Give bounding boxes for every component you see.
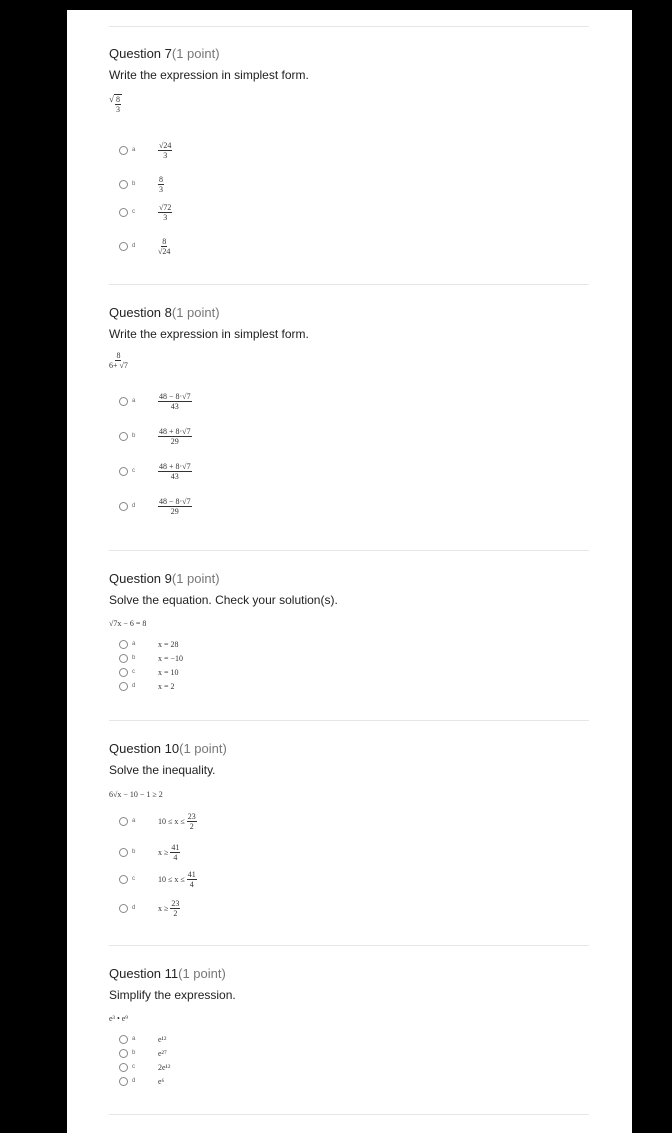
question-points: (1 point) bbox=[171, 305, 220, 320]
option-letter: b bbox=[132, 849, 136, 855]
option-c[interactable] bbox=[119, 665, 179, 679]
option-text: e¹² bbox=[158, 1034, 167, 1044]
option-letter: b bbox=[132, 1050, 136, 1056]
radio-button[interactable] bbox=[119, 467, 128, 476]
question-title bbox=[109, 46, 220, 61]
option-text: e²⁷ bbox=[158, 1048, 167, 1058]
option-d[interactable] bbox=[119, 238, 170, 254]
option-b[interactable] bbox=[119, 651, 183, 665]
question-expression: √ $\frac{8}{3}$ bbox=[109, 94, 120, 114]
expr-numerator: 8 bbox=[115, 95, 120, 104]
option-letter: d bbox=[132, 683, 136, 689]
option-letter: c bbox=[132, 209, 135, 215]
option-numerator: 41 bbox=[171, 842, 180, 852]
radio-button[interactable] bbox=[119, 640, 128, 649]
divider bbox=[109, 720, 589, 721]
option-letter: c bbox=[132, 669, 135, 675]
question-points: (1 point) bbox=[171, 46, 220, 61]
question-title bbox=[109, 571, 220, 586]
radio-button[interactable] bbox=[119, 848, 128, 857]
option-a[interactable] bbox=[119, 637, 179, 651]
option-denominator: 43 bbox=[170, 471, 179, 481]
option-letter: d bbox=[132, 1078, 136, 1084]
radio-button[interactable] bbox=[119, 502, 128, 511]
option-numerator: √24 bbox=[159, 140, 172, 150]
expr-denominator: 6+ √7 bbox=[109, 361, 128, 370]
option-denominator: 3 bbox=[163, 212, 168, 222]
option-text: x ≥ bbox=[158, 847, 169, 857]
option-numerator: 8 bbox=[159, 174, 163, 184]
option-numerator: 23 bbox=[171, 898, 180, 908]
option-denominator: 4 bbox=[189, 879, 194, 889]
option-letter: b bbox=[132, 433, 136, 439]
question-number: Question 9 bbox=[109, 571, 172, 586]
divider bbox=[109, 284, 589, 285]
divider bbox=[109, 550, 589, 551]
question-prompt: Simplify the expression. bbox=[109, 988, 236, 1002]
question-expression: 6√x − 10 − 1 ≥ 2 bbox=[109, 790, 163, 799]
option-numerator: 48 − 8·√7 bbox=[159, 391, 191, 401]
expr-denominator: 3 bbox=[115, 105, 120, 114]
question-number: Question 8 bbox=[109, 305, 172, 320]
option-d[interactable] bbox=[119, 498, 192, 514]
radio-button[interactable] bbox=[119, 1049, 128, 1058]
radio-button[interactable] bbox=[119, 1035, 128, 1044]
option-a[interactable] bbox=[119, 813, 197, 829]
option-denominator: 29 bbox=[170, 506, 179, 516]
option-text: x = −10 bbox=[158, 653, 184, 663]
option-a[interactable] bbox=[119, 393, 192, 409]
radio-button[interactable] bbox=[119, 817, 128, 826]
question-title bbox=[109, 966, 226, 981]
option-b[interactable] bbox=[119, 844, 180, 860]
option-numerator: √72 bbox=[159, 202, 172, 212]
question-7 bbox=[109, 46, 589, 266]
radio-button[interactable] bbox=[119, 904, 128, 913]
option-text: x = 28 bbox=[158, 639, 179, 649]
question-9 bbox=[109, 571, 589, 701]
option-numerator: 8 bbox=[162, 236, 167, 246]
option-a[interactable] bbox=[119, 142, 172, 158]
option-numerator: 23 bbox=[187, 811, 196, 821]
option-numerator: 48 + 8·√7 bbox=[159, 461, 191, 471]
option-text: x ≥ bbox=[158, 903, 169, 913]
question-number: Question 11 bbox=[109, 966, 179, 981]
option-text: 2e¹² bbox=[158, 1062, 171, 1072]
option-c[interactable] bbox=[119, 204, 172, 220]
radio-button[interactable] bbox=[119, 208, 128, 217]
radio-button[interactable] bbox=[119, 1077, 128, 1086]
option-letter: c bbox=[132, 468, 135, 474]
radio-button[interactable] bbox=[119, 432, 128, 441]
option-denominator: 3 bbox=[159, 184, 163, 194]
option-d[interactable] bbox=[119, 900, 180, 916]
option-c[interactable] bbox=[119, 1060, 170, 1074]
question-expression: √7x − 6 = 8 bbox=[109, 619, 147, 628]
question-prompt: Write the expression in simplest form. bbox=[109, 327, 309, 341]
option-denominator: 2 bbox=[189, 821, 194, 831]
option-text: 10 ≤ x ≤ bbox=[158, 874, 185, 884]
option-letter: a bbox=[132, 1036, 136, 1042]
quiz-page bbox=[67, 10, 632, 1133]
option-numerator: 48 − 8·√7 bbox=[159, 496, 191, 506]
question-prompt: Solve the inequality. bbox=[109, 763, 216, 777]
option-letter: c bbox=[132, 1064, 135, 1070]
question-11 bbox=[109, 966, 589, 1096]
option-numerator: 48 + 8·√7 bbox=[159, 426, 191, 436]
option-text: x = 2 bbox=[158, 681, 175, 691]
option-letter: b bbox=[132, 655, 136, 661]
radio-button[interactable] bbox=[119, 875, 128, 884]
option-text: x = 10 bbox=[158, 667, 179, 677]
option-c[interactable] bbox=[119, 871, 197, 887]
question-prompt: Write the expression in simplest form. bbox=[109, 68, 309, 82]
option-c[interactable] bbox=[119, 463, 192, 479]
option-denominator: √24 bbox=[158, 246, 171, 256]
option-denominator: 3 bbox=[163, 150, 168, 160]
question-8 bbox=[109, 305, 589, 525]
option-a[interactable] bbox=[119, 1032, 166, 1046]
question-title bbox=[109, 305, 220, 320]
radio-button[interactable] bbox=[119, 242, 128, 251]
question-number: Question 10 bbox=[109, 741, 180, 756]
option-text: e⁶ bbox=[158, 1076, 165, 1086]
option-numerator: 41 bbox=[187, 869, 196, 879]
radio-button[interactable] bbox=[119, 397, 128, 406]
radio-button[interactable] bbox=[119, 654, 128, 663]
option-d[interactable] bbox=[119, 1074, 164, 1088]
option-denominator: 2 bbox=[173, 908, 178, 918]
option-d[interactable] bbox=[119, 679, 175, 693]
question-expression bbox=[109, 351, 128, 370]
option-letter: a bbox=[132, 818, 136, 824]
radio-button[interactable] bbox=[119, 1063, 128, 1072]
question-number: Question 7 bbox=[109, 46, 172, 61]
option-letter: d bbox=[132, 503, 136, 509]
expr-numerator: 8 bbox=[116, 351, 121, 360]
divider bbox=[109, 1114, 589, 1115]
option-b[interactable] bbox=[119, 428, 192, 444]
option-b[interactable] bbox=[119, 1046, 167, 1060]
question-title bbox=[109, 741, 227, 756]
option-letter: d bbox=[132, 243, 136, 249]
divider bbox=[109, 26, 589, 27]
question-points: (1 point) bbox=[171, 571, 220, 586]
question-points: (1 point) bbox=[178, 966, 226, 981]
option-letter: b bbox=[132, 181, 136, 187]
option-denominator: 43 bbox=[170, 401, 179, 411]
question-expression: e³ • e⁹ bbox=[109, 1014, 129, 1023]
radio-button[interactable] bbox=[119, 180, 128, 189]
option-denominator: 29 bbox=[170, 436, 179, 446]
option-letter: a bbox=[132, 147, 136, 153]
question-points: (1 point) bbox=[179, 741, 227, 756]
question-10 bbox=[109, 741, 589, 921]
radio-button[interactable] bbox=[119, 682, 128, 691]
option-b[interactable] bbox=[119, 176, 164, 192]
question-prompt: Solve the equation. Check your solution(s). bbox=[109, 593, 338, 607]
option-text: 10 ≤ x ≤ bbox=[158, 816, 185, 826]
radio-button[interactable] bbox=[119, 146, 128, 155]
option-letter: a bbox=[132, 641, 136, 647]
option-letter: a bbox=[132, 398, 136, 404]
option-denominator: 4 bbox=[173, 852, 178, 862]
radio-button[interactable] bbox=[119, 668, 128, 677]
divider bbox=[109, 945, 589, 946]
option-letter: c bbox=[132, 876, 135, 882]
option-letter: d bbox=[132, 905, 136, 911]
